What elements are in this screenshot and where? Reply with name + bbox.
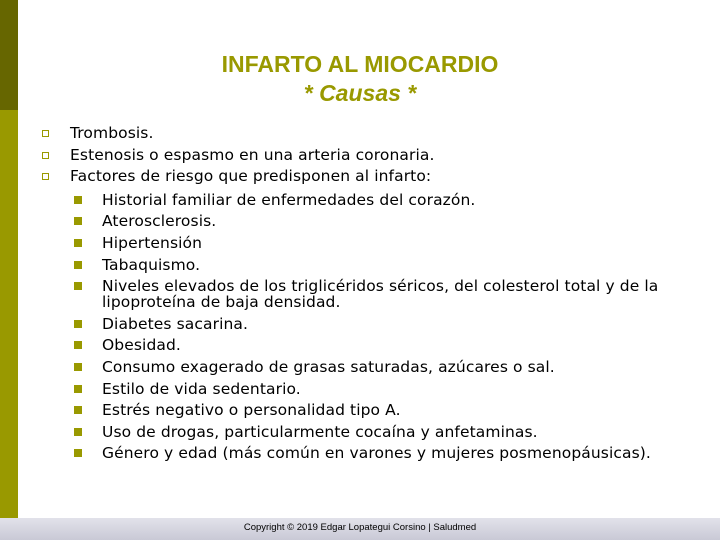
filled-square-bullet-icon [74,363,82,371]
sub-list-item [42,316,682,332]
sub-list-item-text: Género y edad (más común en varones y mujeres posmenopáusicas). [102,444,651,463]
list-item [42,123,682,145]
sub-list-item [42,235,682,251]
sub-list-item-text: Estilo de vida sedentario. [102,379,301,398]
footer-copyright: Copyright © 2019 Edgar Lopategui Corsino | Saludmed [243,522,477,533]
sub-list-item [42,192,682,208]
sub-list-item-text: Uso de drogas, particularmente cocaína y anfetaminas. [102,422,538,441]
filled-square-bullet-icon [74,239,82,247]
list-item-text: Trombosis. [70,124,154,142]
filled-square-bullet-icon [74,282,82,290]
sub-list-item-text: Tabaquismo. [102,255,201,274]
filled-square-bullet-icon [74,320,82,328]
sub-list-item-text: Aterosclerosis. [102,212,217,231]
sub-list-item [42,257,682,273]
filled-square-bullet-icon [74,449,82,457]
filled-square-bullet-icon [74,385,82,393]
sub-list-item [42,213,682,229]
sub-list-item-text: Hipertensión [102,233,203,252]
sub-list-item [42,424,682,440]
filled-square-bullet-icon [74,261,82,269]
filled-square-bullet-icon [74,217,82,225]
sub-list-item-text: Diabetes sacarina. [102,314,249,333]
sub-list-item-text: Obesidad. [102,336,181,355]
list-item-text: Factores de riesgo que predisponen al infarto: [70,167,432,186]
slide-content [42,123,682,467]
sub-list-item-text: Consumo exagerado de grasas saturadas, azúcares o sal. [102,357,555,376]
filled-square-bullet-icon [74,341,82,349]
slide-title [18,50,702,108]
title-subtitle: * Causas * [303,80,417,106]
sub-list-item [42,278,682,310]
side-bar-light [0,110,18,520]
filled-square-bullet-icon [74,196,82,204]
filled-square-bullet-icon [74,406,82,414]
title-main: INFARTO AL MIOCARDIO [221,51,499,77]
sub-list-item [42,359,682,375]
sub-list-item-text: Niveles elevados de los triglicéridos séricos, del colesterol total y de la lipoproteína de baja densidad. [102,277,659,312]
side-bar-dark [0,0,18,110]
sub-list-item [42,445,682,461]
sub-list-item-text: Estrés negativo o personalidad tipo A. [102,401,401,420]
filled-square-bullet-icon [74,428,82,436]
list-item-text: Estenosis o espasmo en una arteria coronaria. [70,145,435,164]
sub-list-item [42,381,682,397]
hollow-square-bullet-icon [42,173,49,180]
hollow-square-bullet-icon [42,152,49,159]
sub-list-item [42,337,682,353]
sub-list-item [42,402,682,418]
list-item [42,166,682,188]
sub-list-item-text: Historial familiar de enfermedades del corazón. [102,190,476,209]
list-item [42,145,682,167]
hollow-square-bullet-icon [42,130,49,137]
